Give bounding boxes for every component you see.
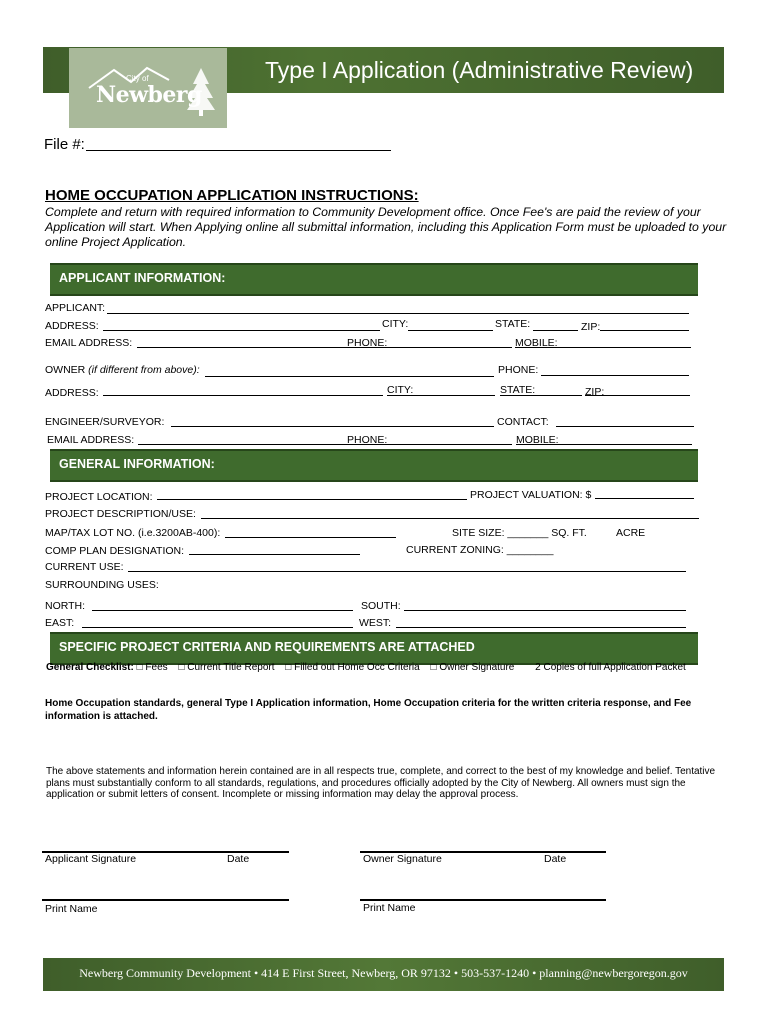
- engineer-phone-field[interactable]: [347, 444, 512, 445]
- zip-label: ZIP:: [581, 321, 601, 333]
- file-number-label: File #:: [44, 136, 85, 153]
- project-description-field[interactable]: [201, 518, 699, 519]
- owner-city-field[interactable]: [387, 395, 495, 396]
- map-tax-lot-field[interactable]: [225, 537, 396, 538]
- section-title: APPLICANT INFORMATION:: [59, 271, 226, 285]
- criteria-note: Home Occupation standards, general Type I Application information, Home Occupation criteria for the written criteria response, and Fee information is attached.: [45, 698, 692, 722]
- applicant-label: APPLICANT:: [45, 302, 106, 314]
- checklist-label: General Checklist:: [46, 662, 134, 673]
- address-field[interactable]: [103, 330, 380, 331]
- engineer-email-field[interactable]: [138, 444, 347, 445]
- certification-statement: The above statements and information herein contained are in all respects true, complete, and correct to the best of my knowledge and belief. Tentative plans must substantially conform to all standards, regulations, and procedures officially adopted by the City of Newberg. All owners must sign the application or submit letters of consent. Incomplete or missing information may delay the approval process.: [46, 766, 716, 800]
- owner-address-label: ADDRESS:: [45, 387, 99, 399]
- project-location-label: PROJECT LOCATION:: [45, 491, 153, 503]
- engineer-email-label: EMAIL ADDRESS:: [47, 434, 135, 446]
- mobile-label: MOBILE:: [515, 337, 558, 349]
- west-field[interactable]: [396, 627, 686, 628]
- general-checklist: [46, 662, 694, 673]
- owner-phone-label: PHONE:: [498, 364, 539, 376]
- dollar-sign: $: [585, 489, 592, 501]
- surrounding-uses-label: SURROUNDING USES:: [45, 579, 159, 591]
- criteria-section-header: [50, 632, 698, 665]
- zip-field[interactable]: [600, 330, 689, 331]
- project-description-label: PROJECT DESCRIPTION/USE:: [45, 508, 196, 520]
- city-label: CITY:: [382, 318, 409, 330]
- owner-print-name-label: Print Name: [363, 902, 416, 914]
- checklist-item-copies: 2 Copies of full Application Packet: [535, 662, 686, 673]
- instructions-heading: HOME OCCUPATION APPLICATION INSTRUCTIONS:: [45, 187, 419, 204]
- general-section-header: [50, 449, 698, 482]
- owner-field[interactable]: [205, 376, 494, 377]
- applicant-print-name-label: Print Name: [45, 903, 98, 915]
- owner-note: (if different from above):: [88, 364, 200, 376]
- applicant-section-header: [50, 263, 698, 296]
- engineer-mobile-label: MOBILE:: [516, 434, 559, 446]
- comp-plan-label: COMP PLAN DESIGNATION:: [45, 545, 185, 557]
- instructions-text: Complete and return with required information to Community Development office. Once Fee's are paid the review of your Application will start. When Applying online all submittal information, including this Application Form must be uploaded to your online Project Application.: [45, 205, 727, 249]
- email-label: EMAIL ADDRESS:: [45, 337, 133, 349]
- state-label: STATE:: [495, 318, 531, 330]
- contact-label: CONTACT:: [497, 416, 549, 428]
- applicant-field[interactable]: [107, 313, 689, 314]
- contact-field[interactable]: [556, 426, 694, 427]
- mobile-field[interactable]: [515, 347, 691, 348]
- owner-phone-field[interactable]: [541, 375, 689, 376]
- project-location-field[interactable]: [157, 499, 467, 500]
- footer-banner: [43, 958, 724, 991]
- city-field[interactable]: [408, 330, 493, 331]
- acre-label: ACRE: [616, 527, 646, 539]
- engineer-mobile-field[interactable]: [516, 444, 692, 445]
- section-title: SPECIFIC PROJECT CRITERIA AND REQUIREMENTS ARE ATTACHED: [59, 640, 475, 654]
- owner-label: [45, 364, 200, 376]
- engineer-label: ENGINEER/SURVEYOR:: [45, 416, 165, 428]
- project-valuation-label: [470, 489, 591, 501]
- current-use-label: CURRENT USE:: [45, 561, 124, 573]
- footer-contact: Newberg Community Development • 414 E First Street, Newberg, OR 97132 • 503-537-1240 • planning@newbergoregon.gov: [79, 966, 688, 980]
- east-label: EAST:: [45, 617, 75, 629]
- applicant-signature-label: Applicant Signature: [45, 853, 137, 865]
- owner-address-field[interactable]: [103, 395, 383, 396]
- engineer-phone-label: PHONE:: [347, 434, 388, 446]
- owner-city-label: CITY:: [387, 384, 414, 396]
- owner-print-name-line[interactable]: [360, 899, 606, 901]
- checklist-item-title-report[interactable]: □ Current Title Report: [178, 662, 275, 673]
- west-label: WEST:: [359, 617, 392, 629]
- engineer-field[interactable]: [171, 426, 494, 427]
- site-size-label: SITE SIZE: _______ SQ. FT.: [452, 527, 587, 539]
- address-label: ADDRESS:: [45, 320, 99, 332]
- checklist-item-fees[interactable]: □ Fees: [136, 662, 168, 673]
- email-field[interactable]: [137, 347, 347, 348]
- owner-date-label: Date: [544, 853, 567, 865]
- applicant-date-label: Date: [227, 853, 250, 865]
- current-zoning-label: CURRENT ZONING: ________: [406, 544, 554, 556]
- section-title: GENERAL INFORMATION:: [59, 457, 215, 471]
- page-title: Type I Application (Administrative Review): [265, 57, 694, 83]
- file-number-field[interactable]: [86, 150, 391, 151]
- phone-label: PHONE:: [347, 337, 388, 349]
- comp-plan-field[interactable]: [189, 554, 360, 555]
- project-valuation-field[interactable]: [595, 498, 694, 499]
- owner-label-text: OWNER: [45, 364, 86, 376]
- applicant-print-name-line[interactable]: [42, 899, 289, 901]
- logo-city-of: City of: [126, 74, 149, 83]
- logo-newberg: Newberg: [96, 82, 202, 108]
- valuation-label-text: PROJECT VALUATION:: [470, 489, 583, 501]
- north-label: NORTH:: [45, 600, 86, 612]
- map-tax-lot-label: MAP/TAX LOT NO. (i.e.3200AB-400):: [45, 527, 221, 539]
- state-field[interactable]: [533, 330, 578, 331]
- north-field[interactable]: [92, 610, 353, 611]
- owner-state-label: STATE:: [500, 384, 536, 396]
- checklist-item-criteria[interactable]: □ Filled out Home Occ Criteria: [285, 662, 420, 673]
- phone-field[interactable]: [347, 347, 512, 348]
- south-label: SOUTH:: [361, 600, 401, 612]
- south-field[interactable]: [404, 610, 686, 611]
- east-field[interactable]: [82, 627, 353, 628]
- owner-state-field[interactable]: [500, 395, 582, 396]
- owner-zip-field[interactable]: [585, 395, 690, 396]
- checklist-item-owner-signature[interactable]: □ Owner Signature: [430, 662, 515, 673]
- current-use-field[interactable]: [128, 571, 686, 572]
- owner-signature-label: Owner Signature: [363, 853, 442, 865]
- owner-zip-label: ZIP:: [585, 386, 605, 398]
